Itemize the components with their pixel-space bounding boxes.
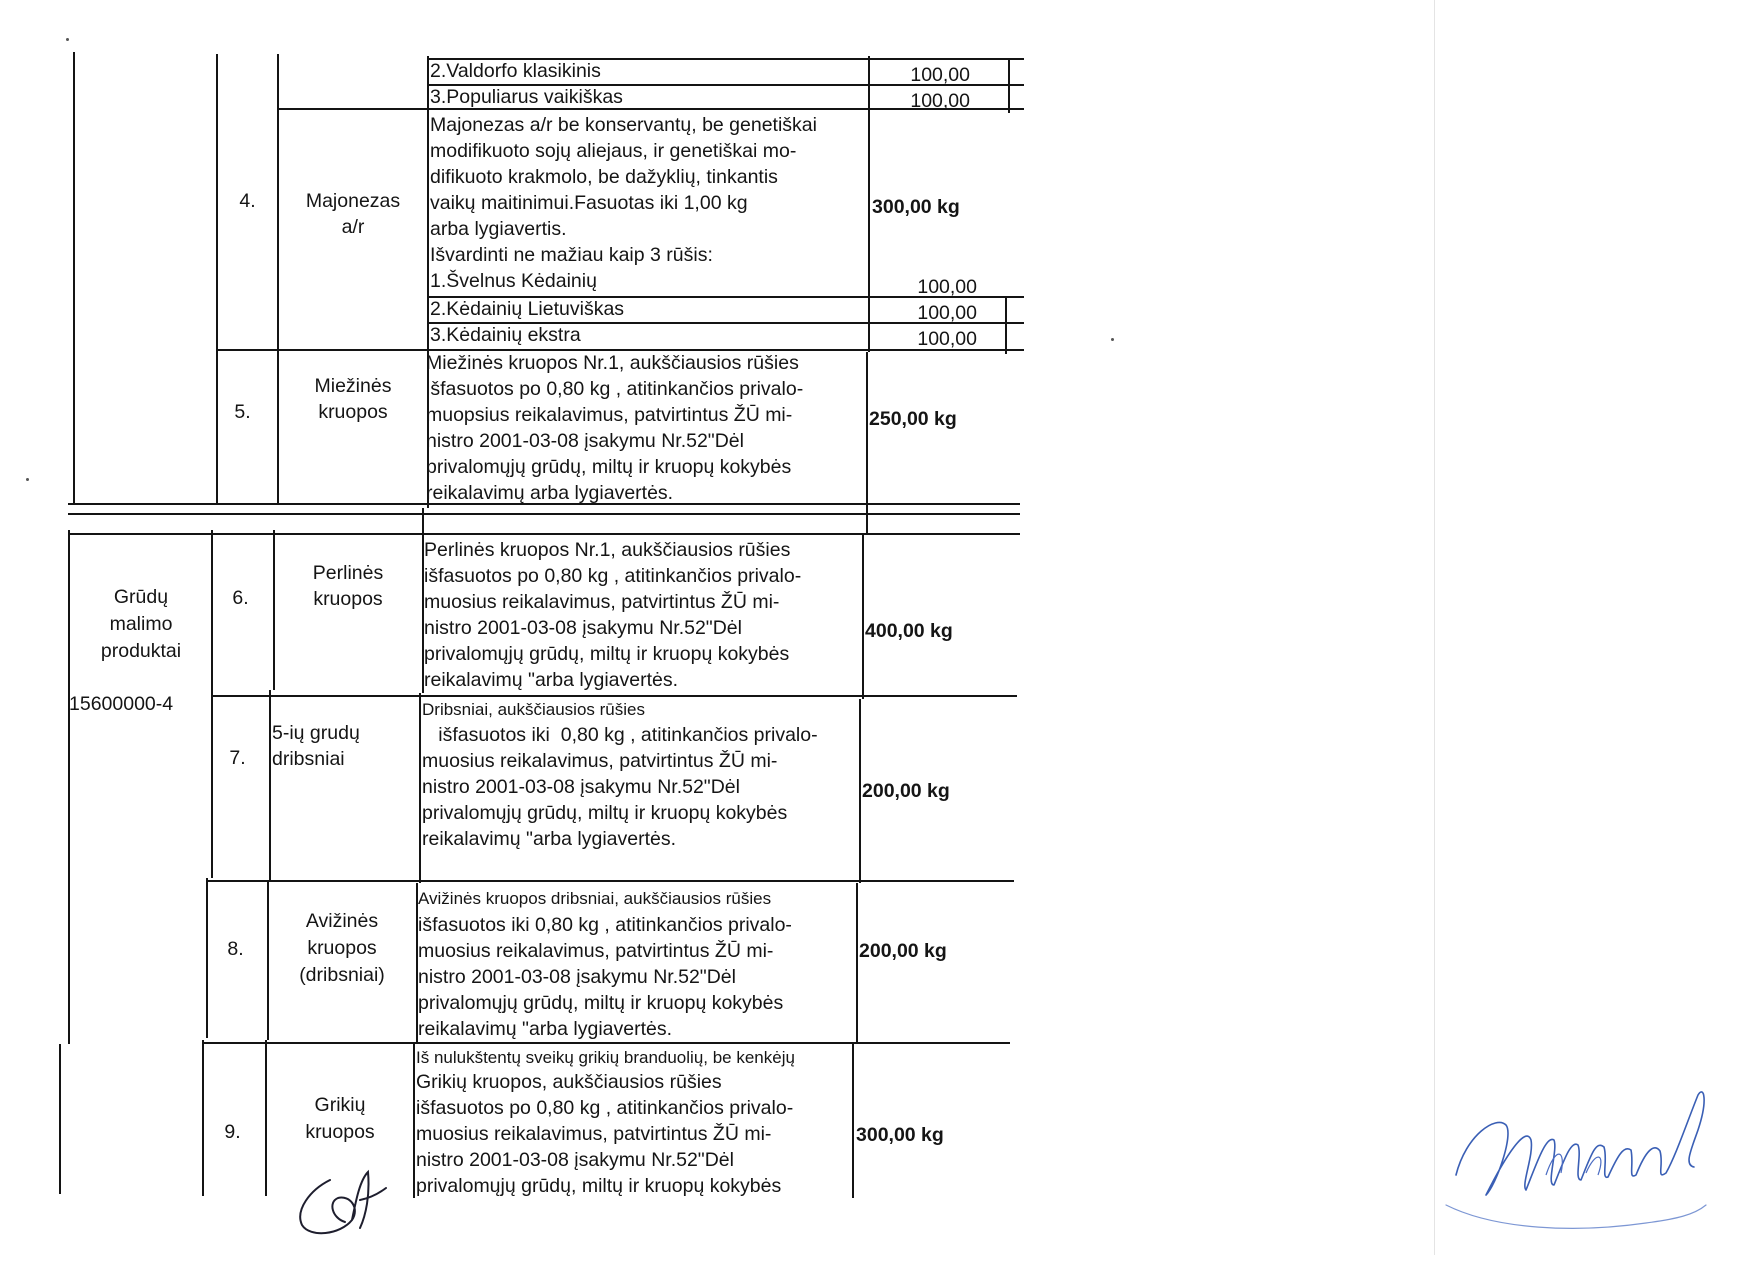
total-quantity: 250,00 kg [869, 408, 957, 430]
row-number: 7. [229, 747, 246, 769]
sub-item-name: 3.Kėdainių ekstra [430, 324, 581, 346]
row-number: 6. [232, 587, 249, 609]
scan-speck [1111, 338, 1114, 341]
description-line: reikalavimų "arba lygiavertės. [418, 1018, 673, 1040]
description-line: reikalavimų "arba lygiavertės. [424, 669, 679, 691]
description-line: muosius reikalavimus, patvirtintus ŽŪ mi- [422, 750, 778, 772]
description-line: nistro 2001-03-08 įsakymu Nr.52"Dėl [424, 617, 742, 639]
description-line: nistro 2001-03-08 įsakymu Nr.52"Dėl [426, 430, 744, 452]
sub-item-qty: 100,00 [917, 276, 977, 298]
description-line: muosius reikalavimus, patvirtintus ŽŪ mi- [416, 1123, 772, 1145]
product-name-line: Perlinės [312, 562, 384, 584]
description-line: išfasuotos iki 0,80 kg , atitinkančios privalo- [422, 724, 818, 746]
total-quantity: 200,00 kg [862, 780, 950, 802]
description-line: išfasuotos po 0,80 kg , atitinkančios privalo- [426, 378, 804, 400]
scan-speck [26, 478, 29, 481]
category-name-line: produktai [100, 640, 182, 662]
description-line: privalomųjų grūdų, miltų ir kruopų kokybės [418, 992, 784, 1014]
total-quantity: 200,00 kg [859, 940, 947, 962]
product-name-line: kruopos [318, 401, 388, 423]
description-line: nistro 2001-03-08 įsakymu Nr.52"Dėl [418, 966, 736, 988]
product-name-line: kruopos [305, 1121, 375, 1143]
product-name-line: a/r [341, 216, 365, 238]
description-line: muopsius reikalavimus, patvirtintus ŽŪ mi- [426, 404, 793, 426]
sub-item-name: 2.Valdorfo klasikinis [430, 60, 601, 82]
sub-item-name: 2.Kėdainių Lietuviškas [430, 298, 625, 320]
description-line: muosius reikalavimus, patvirtintus ŽŪ mi- [424, 591, 780, 613]
description-line: vaikų maitinimui.Fasuotas iki 1,00 kg [430, 192, 748, 214]
description-heading: Iš nulukštentų sveikų grikių branduolių, be kenkėjų [416, 1048, 795, 1067]
description-line: Majonezas a/r be konservantų, be genetiškai [430, 114, 817, 136]
description-line: privalomųjų grūdų, miltų ir kruopų kokybės [422, 802, 788, 824]
category-name-line: Grūdų [113, 586, 169, 608]
scan-fold-line [1434, 0, 1435, 1255]
description-line: Grikių kruopos, aukščiausios rūšies [416, 1071, 722, 1093]
category-code: 15600000-4 [69, 693, 174, 715]
product-name-line: kruopos [313, 588, 383, 610]
description-line: Miežinės kruopos Nr.1, aukščiausios rūšies [426, 352, 799, 374]
handwritten-signature-left [290, 1160, 400, 1240]
description-line: Perlinės kruopos Nr.1, aukščiausios rūšies [424, 539, 791, 561]
description-line: išfasuotos po 0,80 kg , atitinkančios privalo- [416, 1097, 794, 1119]
total-quantity: 300,00 kg [856, 1124, 944, 1146]
description-line: privalomųjų grūdų, miltų ir kruopų kokybės [416, 1175, 782, 1197]
description-line: išfasuotos iki 0,80 kg , atitinkančios privalo- [418, 914, 792, 936]
description-line: reikalavimų "arba lygiavertės. [422, 828, 677, 850]
row-number: 4. [239, 190, 256, 212]
product-name-line: 5-ių grudų [272, 722, 360, 744]
row-number: 9. [224, 1121, 241, 1143]
product-name-line: Miežinės [314, 375, 392, 397]
description-line: modifikuoto sojų aliejaus, ir genetiškai mo- [430, 140, 797, 162]
description-line: nistro 2001-03-08 įsakymu Nr.52"Dėl [422, 776, 740, 798]
sub-item-name: 3.Populiarus vaikiškas [430, 86, 623, 108]
description-line: išfasuotos po 0,80 kg , atitinkančios privalo- [424, 565, 802, 587]
description-line: muosius reikalavimus, patvirtintus ŽŪ mi- [418, 940, 774, 962]
product-name-line: dribsniai [272, 748, 345, 770]
handwritten-signature-right [1436, 1055, 1736, 1235]
scan-speck [66, 38, 69, 41]
sub-item-qty: 100,00 [910, 64, 970, 86]
sub-item-qty: 100,00 [910, 90, 970, 112]
product-name-line: (dribsniai) [299, 964, 385, 986]
product-name-line: Grikių [314, 1094, 366, 1116]
product-name-line: Majonezas [305, 190, 401, 212]
description-line: privalomųjų grūdų, miltų ir kruopų kokybės [424, 643, 790, 665]
description-line: difikuoto krakmolo, be dažyklių, tinkantis [430, 166, 778, 188]
sub-item-qty: 100,00 [917, 302, 977, 324]
description-line: arba lygiavertis. [430, 218, 567, 240]
description-line: privalomųjų grūdų, miltų ir kruopų kokybės [426, 456, 792, 478]
row-number: 5. [234, 401, 251, 423]
description-line: 1.Švelnus Kėdainių [430, 270, 597, 292]
description-line: nistro 2001-03-08 įsakymu Nr.52"Dėl [416, 1149, 734, 1171]
description-heading: Dribsniai, aukščiausios rūšies [422, 700, 645, 719]
product-name-line: kruopos [307, 937, 377, 959]
total-quantity: 300,00 kg [872, 196, 960, 218]
category-name-line: malimo [109, 613, 173, 635]
description-line: Išvardinti ne mažiau kaip 3 rūšis: [430, 244, 713, 266]
row-number: 8. [227, 938, 244, 960]
description-heading: Avižinės kruopos dribsniai, aukščiausios rūšies [418, 889, 772, 908]
description-line: reikalavimų arba lygiavertės. [426, 482, 674, 504]
total-quantity: 400,00 kg [865, 620, 953, 642]
product-name-line: Avižinės [305, 910, 379, 932]
sub-item-qty: 100,00 [917, 328, 977, 350]
